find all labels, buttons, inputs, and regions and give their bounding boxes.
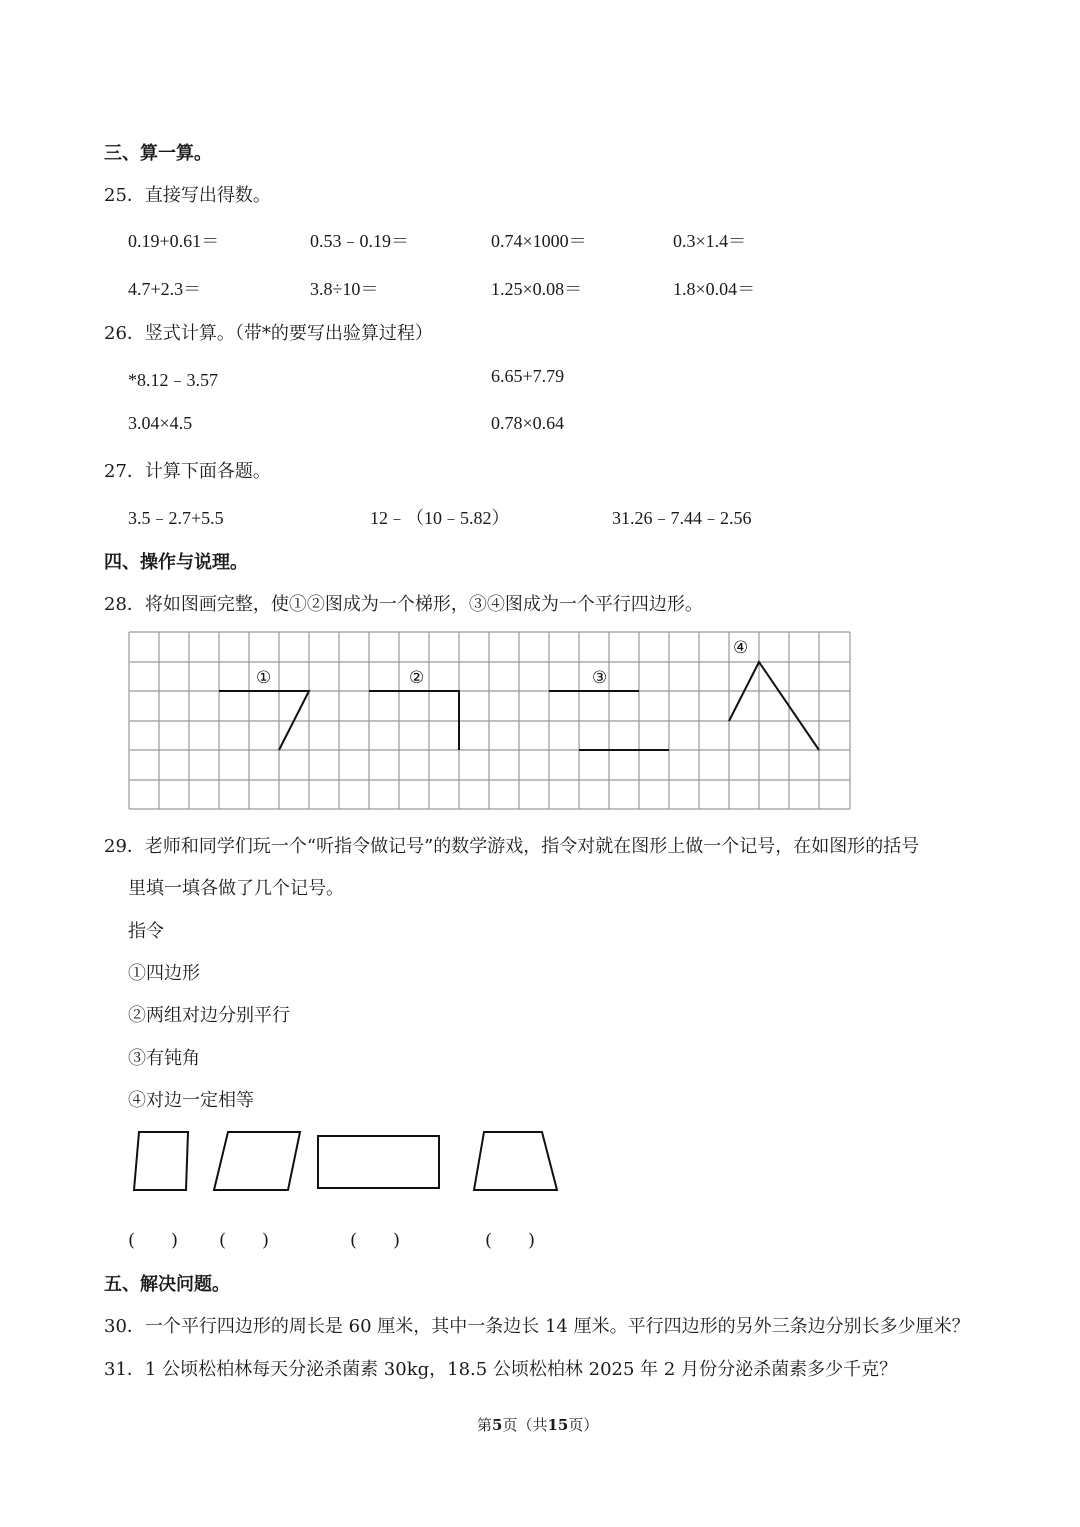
footer-total: 15: [547, 1416, 569, 1434]
q30-text: 30．一个平行四边形的周长是 60 厘米，其中一条边长 14 厘米。平行四边形的另外三条边分别长多少厘米？: [104, 1316, 970, 1337]
q28-grid-figure: [120, 625, 860, 820]
q25-expr: 1.8×0.04＝: [673, 279, 756, 299]
q29-line1: 29．老师和同学们玩一个“听指令做记号”的数学游戏，指令对就在图形上做一个记号，在如图形的括号: [104, 836, 920, 857]
q25-expr: 3.8÷10＝: [310, 279, 379, 299]
q26-expr: 0.78×0.64: [491, 413, 565, 433]
figure-label-4: ④: [733, 638, 749, 658]
footer-page: 5: [492, 1416, 503, 1434]
q27-expr: 12﹣（10﹣5.82）: [370, 508, 510, 528]
figure-label-2: ②: [409, 668, 425, 688]
bracket-1: ( ): [128, 1230, 179, 1251]
q28-label: 28．将如图画完整，使①②图成为一个梯形，③④图成为一个平行四边形。: [104, 594, 703, 615]
q27-expr: 31.26﹣7.44﹣2.56: [612, 508, 752, 528]
section-3-title: 三、算一算。: [104, 143, 212, 164]
footer-prefix: 第: [477, 1416, 493, 1434]
shape-parallelogram: [214, 1132, 300, 1190]
q29-instruction: ③有钝角: [128, 1048, 200, 1069]
shape-trapezoid: [474, 1132, 557, 1190]
q29-line2: 里填一填各做了几个记号。: [128, 878, 344, 899]
q29-instruction-title: 指令: [128, 921, 164, 942]
q27-expr: 3.5﹣2.7+5.5: [128, 508, 224, 528]
figure-label-1: ①: [256, 668, 272, 688]
q26-label: 26．竖式计算。（带*的要写出验算过程）: [104, 323, 433, 344]
q25-expr: 0.74×1000＝: [491, 231, 587, 251]
q26-expr: 6.65+7.79: [491, 366, 565, 386]
q25-expr: 4.7+2.3＝: [128, 279, 202, 299]
q25-expr: 0.3×1.4＝: [673, 231, 747, 251]
q31-text: 31．1 公顷松柏林每天分泌杀菌素 30kg，18.5 公顷松柏林 2025 年 2 月份分泌杀菌素多少千克？: [104, 1359, 898, 1380]
footer-suffix: 页）: [568, 1416, 599, 1434]
q29-instruction: ②两组对边分别平行: [128, 1005, 290, 1026]
bracket-2: ( ): [219, 1230, 270, 1251]
q26-expr: 3.04×4.5: [128, 413, 193, 433]
bracket-4: ( ): [485, 1230, 536, 1251]
q25-expr: 0.53﹣0.19＝: [310, 231, 409, 251]
footer-middle: 页（共: [502, 1416, 548, 1434]
figure-4-lines: [729, 662, 819, 750]
grid: [129, 632, 850, 809]
q26-expr: *8.12﹣3.57: [128, 370, 218, 390]
shape-quadrilateral: [134, 1132, 188, 1190]
q29-shapes: [120, 1120, 580, 1200]
page-footer: [477, 1414, 598, 1435]
q25-expr: 1.25×0.08＝: [491, 279, 583, 299]
q25-label: 25．直接写出得数。: [104, 185, 271, 206]
figure-label-3: ③: [592, 668, 608, 688]
section-4-title: 四、操作与说理。: [104, 552, 248, 573]
q29-instruction: ①四边形: [128, 963, 200, 984]
shape-rectangle: [318, 1136, 439, 1188]
q29-instruction: ④对边一定相等: [128, 1090, 254, 1111]
section-5-title: 五、解决问题。: [104, 1274, 230, 1295]
q25-expr: 0.19+0.61＝: [128, 231, 220, 251]
bracket-3: ( ): [350, 1230, 401, 1251]
q27-label: 27．计算下面各题。: [104, 461, 271, 482]
